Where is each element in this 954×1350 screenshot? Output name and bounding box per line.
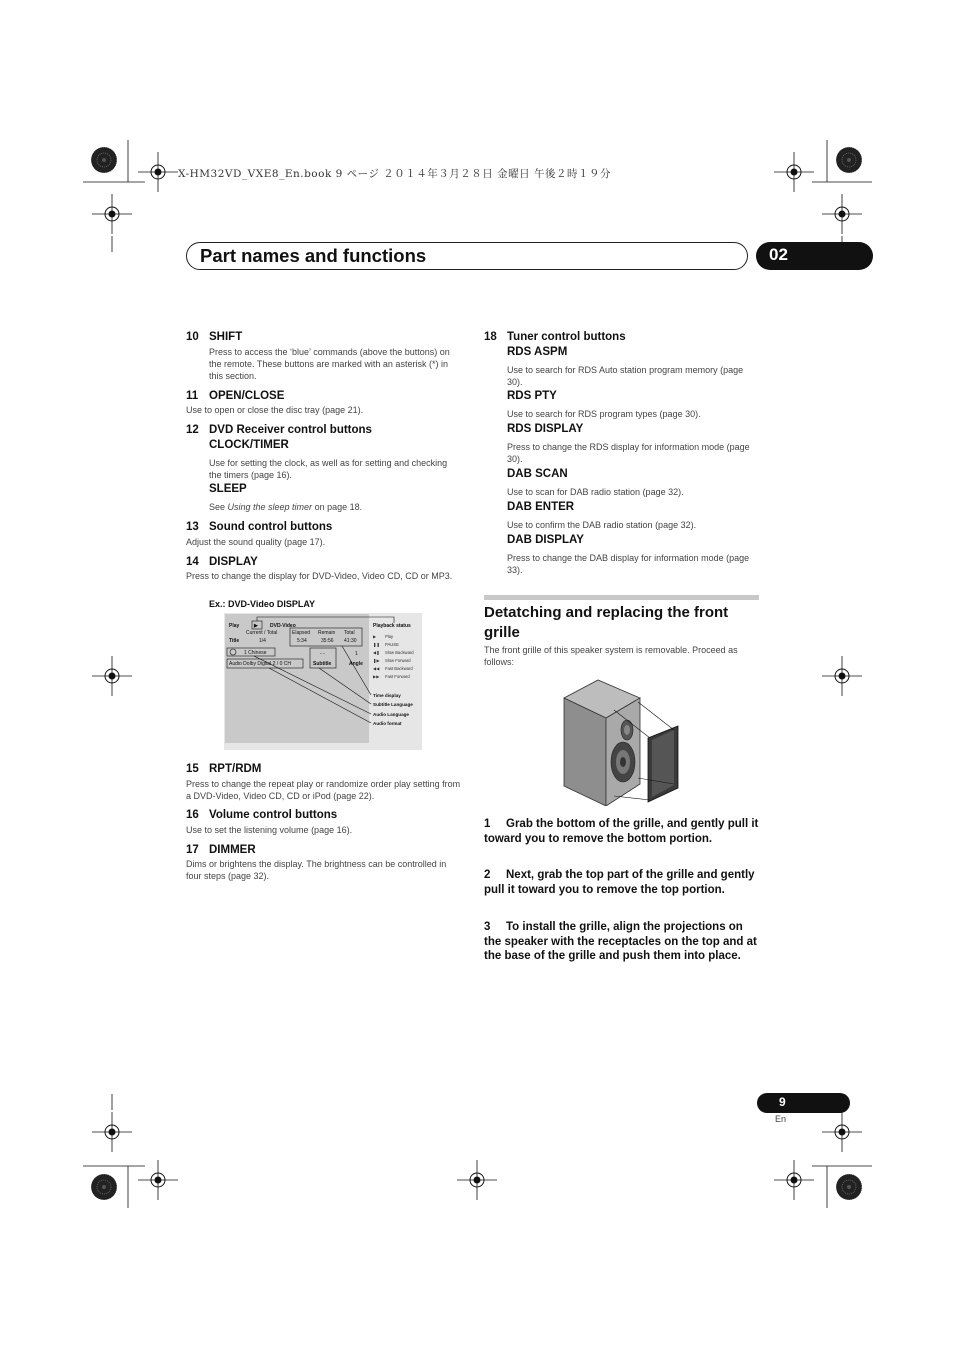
dab-scan-text: Use to scan for DAB radio station (page 32). (507, 487, 684, 497)
osd-remain-label: Remain (318, 630, 336, 636)
item-12-heading: 12 DVD Receiver control buttons (186, 424, 372, 436)
osd-total-label: Total (344, 630, 355, 636)
chapter-title: Part names and functions (200, 245, 427, 266)
rds-pty-heading: RDS PTY (507, 390, 557, 402)
clock-timer-heading: CLOCK/TIMER (209, 439, 289, 451)
section-rule (484, 595, 759, 600)
osd-subtitle-label: Subtitle (313, 661, 332, 667)
section-title: Detatching and replacing the front grille (484, 604, 729, 641)
dab-enter-heading: DAB ENTER (507, 501, 575, 513)
callout-time-display: Time display (373, 693, 401, 698)
rds-aspm-heading: RDS ASPM (507, 346, 568, 358)
step-2: 2 Next, grab the top part of the grille and gently pull it toward you to remove the top portion. (484, 869, 755, 896)
item-13-heading: 13 Sound control buttons (186, 521, 333, 533)
step-3: 3 To install the grille, align the projections on the speaker with the receptacles on the top and at the base of the grille and push them into place. (484, 921, 757, 963)
item-10-text: Press to access the ‘blue’ commands (above the buttons) on the remote. These buttons are marked with an asterisk (*) in this section. (209, 347, 450, 381)
sleep-text: See Using the sleep timer on page 18. (209, 502, 363, 512)
osd-play-icon: ▶ (254, 623, 258, 629)
item-14-text: Press to change the display for DVD-Video, Video CD, CD or MP3. (186, 571, 453, 581)
svg-text:▶▶: ▶▶ (373, 674, 380, 679)
dab-scan-heading: DAB SCAN (507, 468, 568, 480)
osd-play: Play (229, 623, 240, 629)
osd-elapsed-value: 5:34 (297, 638, 307, 644)
osd-disc-type: DVD-Video (270, 623, 296, 629)
osd-angle-label: Angle (349, 661, 363, 667)
step-1: 1 Grab the bottom of the grille, and gently pull it toward you to remove the bottom portion. (484, 818, 759, 845)
status-play: Play (385, 634, 394, 639)
osd-title-label: Title (229, 638, 240, 644)
speaker-grille-illustration (560, 678, 684, 806)
dab-display-heading: DAB DISPLAY (507, 534, 584, 546)
item-16-text: Use to set the listening volume (page 16). (186, 825, 353, 835)
rds-display-text: Press to change the RDS display for information mode (page 30). (507, 442, 750, 464)
display-example-caption: Ex.: DVD-Video DISPLAY (209, 599, 316, 609)
playback-status-label: Playback status (373, 623, 411, 629)
chapter-number: 02 (769, 245, 788, 264)
print-header: X-HM32VD_VXE8_En.book 9 ページ ２０１４年３月２８日 金曜日 午後２時１９分 (178, 168, 611, 180)
svg-text:❚❚: ❚❚ (373, 642, 381, 647)
status-fast-forward: Fast Forward (385, 674, 410, 679)
chapter-number-badge (756, 242, 873, 270)
item-11-heading: 11 OPEN/CLOSE (186, 390, 285, 402)
item-18-heading: 18 Tuner control buttons (484, 331, 626, 343)
item-10-heading: 10 SHIFT (186, 331, 243, 343)
rds-aspm-text: Use to search for RDS Auto station program memory (page 30). (507, 365, 744, 387)
page-number: 9 (779, 1095, 786, 1109)
item-13-text: Adjust the sound quality (page 17). (186, 537, 326, 547)
status-slow-forward: Slow Forward (385, 658, 411, 663)
osd-audio-value: Audio Dolby Digital 2 / 0 CH (229, 661, 291, 667)
status-fast-backward: Fast Backward (385, 666, 413, 671)
chapter-title-bar (186, 242, 748, 270)
svg-text:▶: ▶ (373, 634, 377, 639)
callout-audio-language: Audio Language (373, 712, 409, 717)
dvd-video-display-illustration (224, 613, 422, 750)
rds-pty-text: Use to search for RDS program types (page 30). (507, 409, 701, 419)
item-16-heading: 16 Volume control buttons (186, 809, 338, 821)
item-14-heading: 14 DISPLAY (186, 556, 258, 568)
sleep-heading: SLEEP (209, 483, 247, 495)
osd-elapsed-label: Elapsed (292, 630, 311, 636)
page-number-badge (757, 1093, 850, 1113)
callout-audio-format: Audio format (373, 721, 402, 726)
osd-current-total-label: Current / Total (246, 630, 278, 636)
osd-current-total-value: 1/4 (259, 638, 266, 644)
section-intro: The front grille of this speaker system is removable. Proceed as follows: (484, 645, 738, 667)
callout-subtitle-language: Subtitle Language (373, 702, 413, 707)
svg-text:◀◀: ◀◀ (373, 666, 380, 671)
item-11-text: Use to open or close the disc tray (page 21). (186, 405, 364, 415)
item-17-text: Dims or brightens the display. The brightness can be controlled in four steps (page 32). (186, 859, 447, 881)
item-15-heading: 15 RPT/RDM (186, 763, 262, 775)
osd-angle-value: 1 (355, 651, 358, 657)
item-17-heading: 17 DIMMER (186, 844, 256, 856)
status-slow-backward: Slow Backward (385, 650, 414, 655)
clock-timer-text: Use for setting the clock, as well as for setting and checking the timers (page 16). (209, 458, 448, 480)
dab-enter-text: Use to confirm the DAB radio station (page 32). (507, 520, 697, 530)
osd-chapter-value: 1 Chinese (244, 650, 267, 656)
osd-total-value: 41:30 (344, 638, 357, 644)
status-pause: PAUSE (385, 642, 399, 647)
item-15-text: Press to change the repeat play or randomize order play setting from a DVD-Video, Video CD, CD or iPod (page 22). (186, 779, 461, 801)
osd-subtitle-value: - - (320, 651, 325, 657)
rds-display-heading: RDS DISPLAY (507, 423, 584, 435)
svg-text:◀❚: ◀❚ (373, 650, 380, 655)
page-language: En (775, 1114, 787, 1124)
svg-text:❚▶: ❚▶ (373, 658, 380, 663)
osd-remain-value: 35:56 (321, 638, 334, 644)
dab-display-text: Press to change the DAB display for information mode (page 33). (507, 553, 750, 575)
